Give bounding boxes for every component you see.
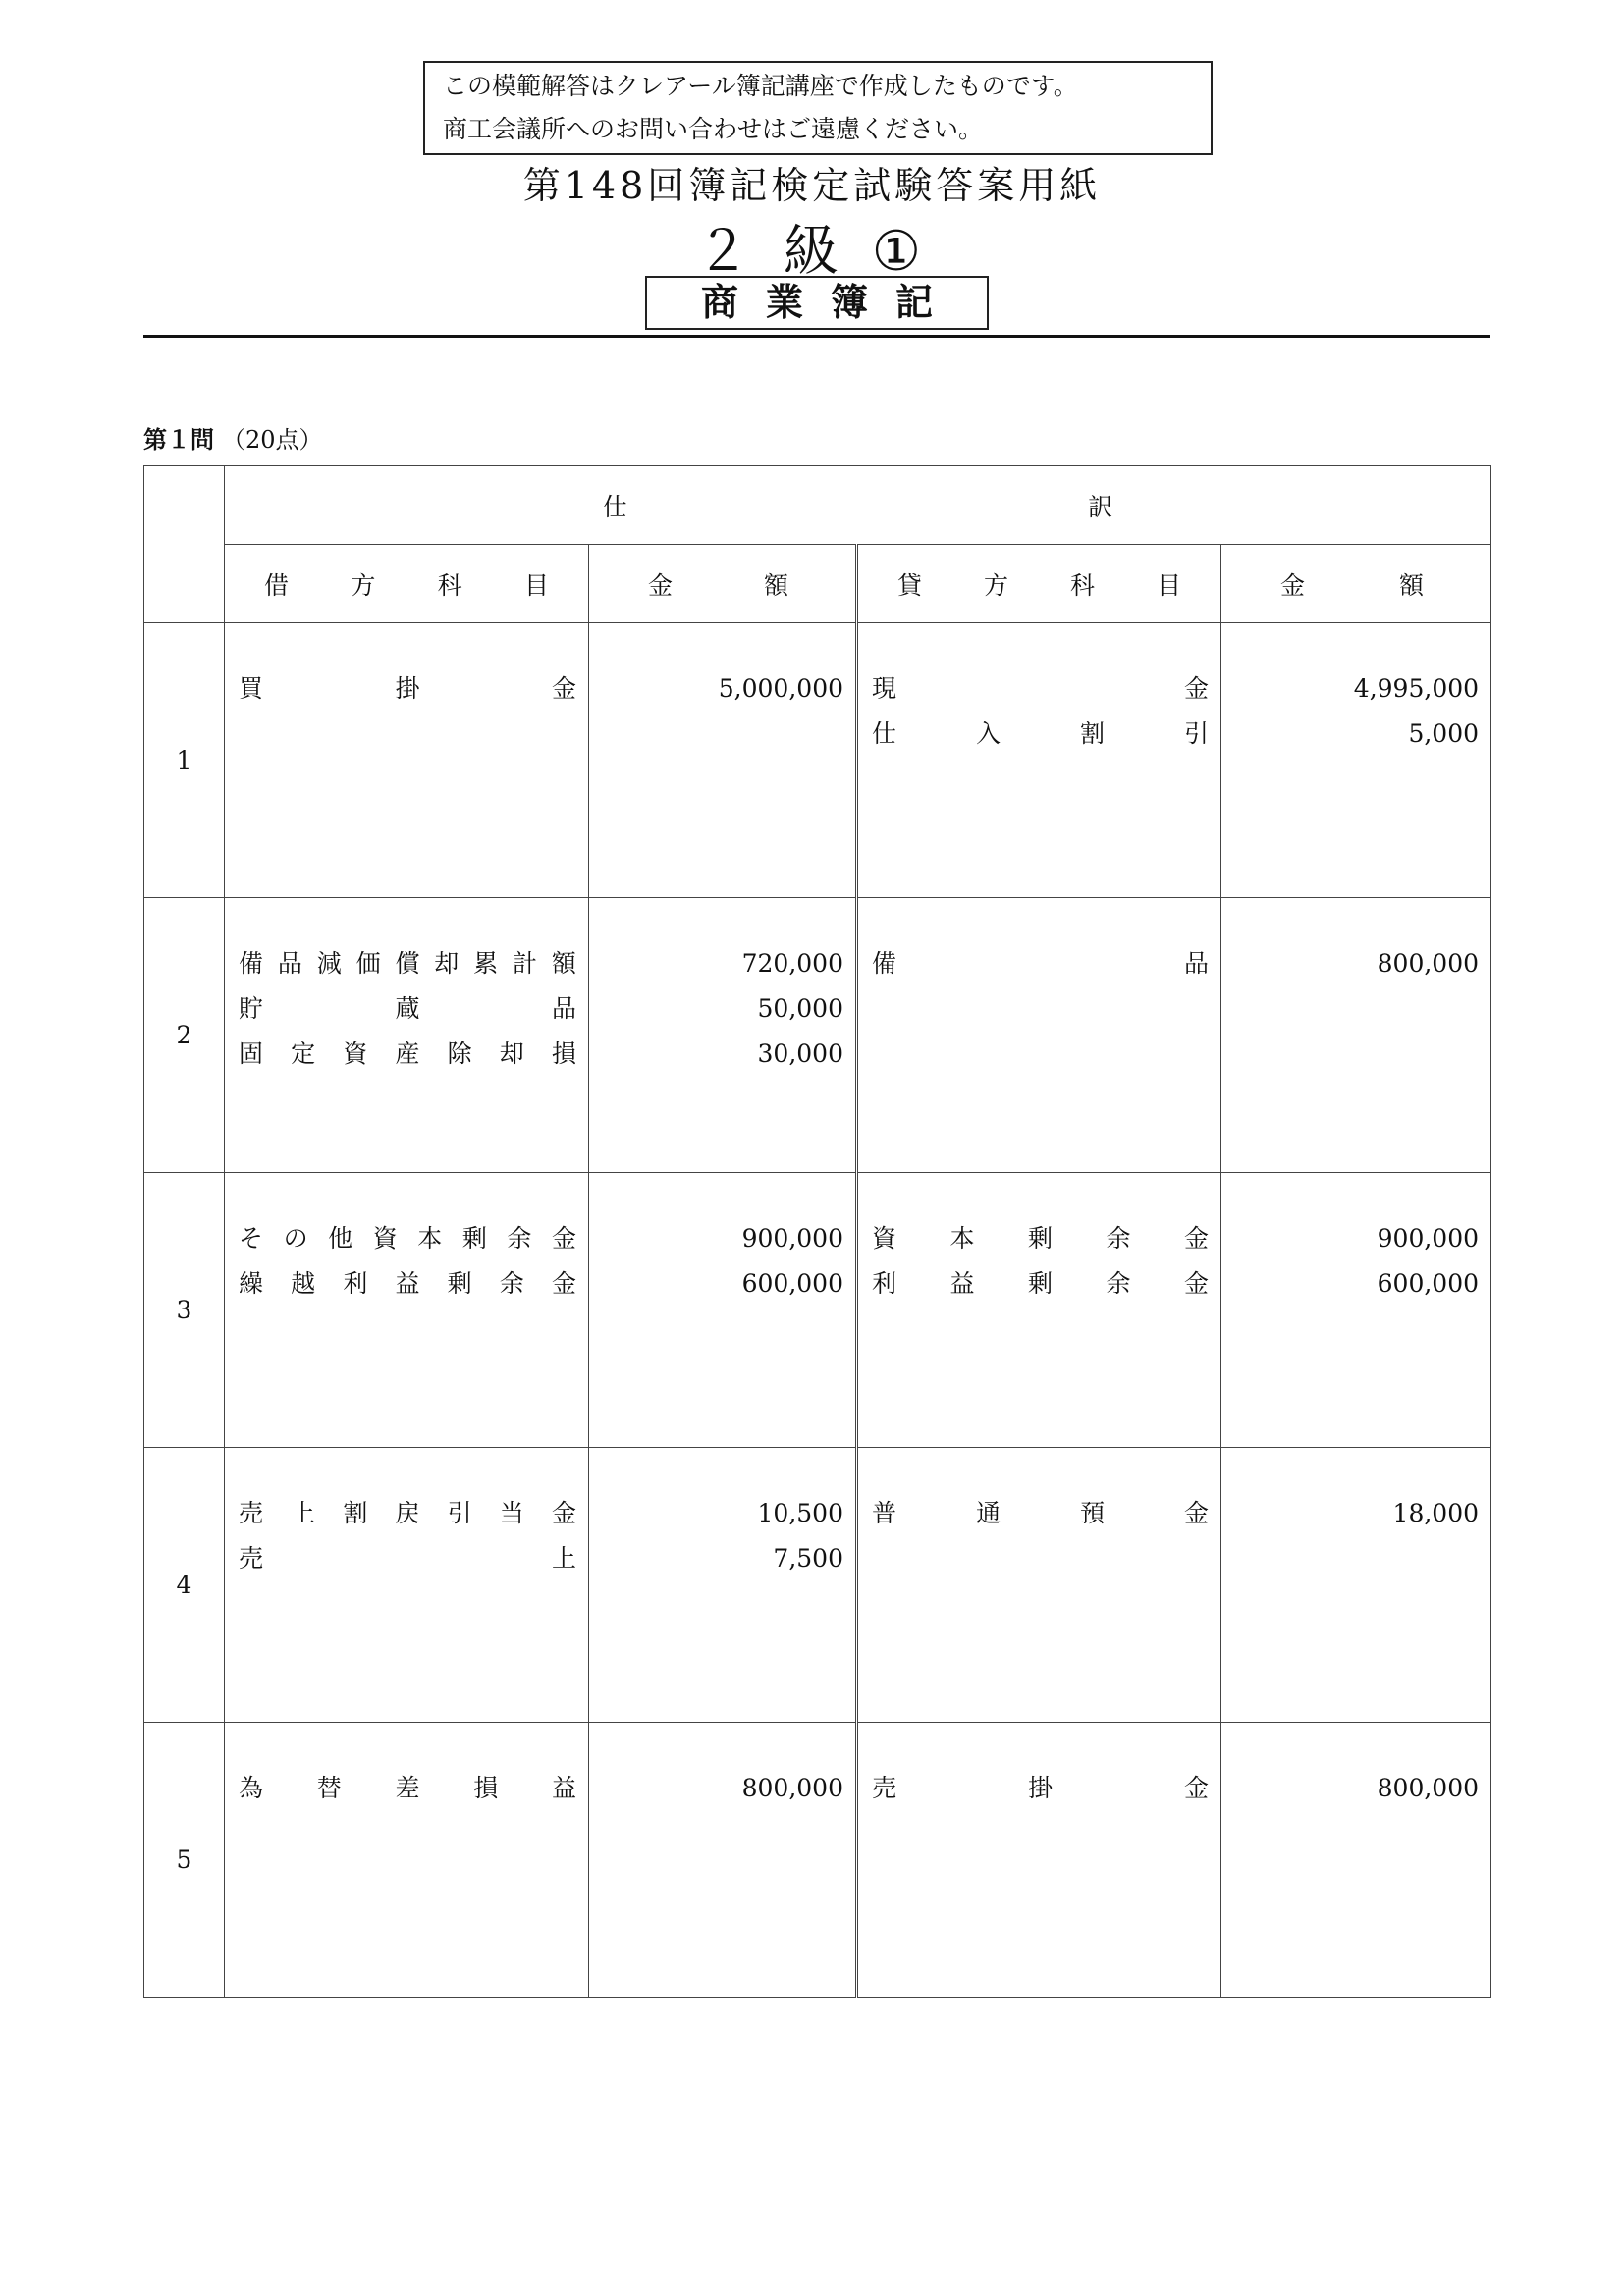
- credit-amount-cell: [1221, 623, 1491, 898]
- debit-account-cell-line: 売 上: [239, 1544, 576, 1573]
- credit-amount-cell-line: 600,000: [1377, 1269, 1480, 1298]
- debit-account-cell-line: 売 上 割 戻 引 当 金: [239, 1499, 576, 1527]
- credit-amount-cell-line: 800,000: [1377, 949, 1480, 978]
- journal-row: [144, 898, 1491, 1173]
- disclaimer-line-2: 商工会議所へのお問い合わせはご遠慮ください。: [443, 115, 984, 143]
- debit-amount-cell-line: 50,000: [757, 994, 843, 1023]
- journal-answer-table: [143, 465, 1491, 1998]
- grade-part: ①: [871, 220, 929, 284]
- credit-amount-cell-line: 4,995,000: [1353, 674, 1480, 703]
- row-number: 5: [144, 1723, 225, 1998]
- debit-account-cell-line: 繰 越 利 益 剰 余 金: [239, 1269, 576, 1298]
- disclaimer-line-1: この模範解答はクレアール簿記講座で作成したものです。: [443, 72, 1078, 100]
- debit-amount-cell: [589, 1723, 857, 1998]
- credit-account-cell-line: 備 品: [872, 949, 1209, 978]
- debit-amount-cell-line: 800,000: [741, 1774, 843, 1802]
- exam-title: 第148回簿記検定試験答案用紙: [522, 164, 1102, 207]
- debit-account-cell: [225, 1723, 589, 1998]
- debit-amount-cell: [589, 1448, 857, 1723]
- debit-account-cell: [225, 1173, 589, 1448]
- grade-heading: [0, 208, 1624, 287]
- debit-amount-cell: [589, 898, 857, 1173]
- journal-rows: [144, 623, 1491, 1998]
- debit-amount-cell-line: 720,000: [741, 949, 843, 978]
- debit-account-cell: [225, 898, 589, 1173]
- credit-account-cell: [857, 1448, 1221, 1723]
- credit-amount-header-text: 金 額: [1280, 570, 1425, 600]
- credit-amount-header: [1221, 545, 1491, 623]
- credit-amount-cell-line: 900,000: [1377, 1224, 1480, 1253]
- number-header: [144, 466, 225, 623]
- credit-account-cell-line: 普 通 預 金: [872, 1499, 1209, 1527]
- debit-amount-header: [589, 545, 857, 623]
- debit-amount-cell-line: 7,500: [773, 1544, 843, 1573]
- credit-account-cell-line: 利 益 剰 余 金: [872, 1269, 1209, 1298]
- credit-account-cell-line: 仕 入 割 引: [872, 720, 1209, 748]
- journal-row: [144, 1173, 1491, 1448]
- credit-amount-cell-line: 5,000: [1408, 720, 1480, 748]
- question-label: 第１問: [143, 426, 214, 454]
- debit-amount-cell-line: 30,000: [757, 1040, 843, 1068]
- row-number: 3: [144, 1173, 225, 1448]
- debit-account-cell: [225, 1448, 589, 1723]
- journal-row: [144, 623, 1491, 898]
- journal-row: [144, 1723, 1491, 1998]
- debit-amount-cell-line: 10,500: [757, 1499, 843, 1527]
- credit-amount-cell: [1221, 1723, 1491, 1998]
- credit-amount-cell: [1221, 1448, 1491, 1723]
- credit-account-cell-line: 現 金: [872, 674, 1209, 703]
- credit-account-cell: [857, 1173, 1221, 1448]
- row-number: 4: [144, 1448, 225, 1723]
- shiwake-header: [225, 466, 1491, 545]
- debit-account-header: [225, 545, 589, 623]
- debit-account-cell-line: 貯 蔵 品: [239, 994, 576, 1023]
- credit-account-cell: [857, 623, 1221, 898]
- debit-amount-cell-line: 900,000: [741, 1224, 843, 1253]
- credit-amount-cell: [1221, 898, 1491, 1173]
- credit-amount-cell-line: 18,000: [1392, 1499, 1480, 1527]
- debit-account-cell-line: 為 替 差 損 益: [239, 1774, 576, 1802]
- grade-kyu: 級: [783, 220, 846, 284]
- shiwake-char-2: 訳: [1088, 492, 1113, 521]
- credit-account-cell-line: 資 本 剰 余 金: [872, 1224, 1209, 1253]
- credit-amount-cell-line: 800,000: [1377, 1774, 1480, 1802]
- debit-amount-cell: [589, 1173, 857, 1448]
- debit-account-cell-line: 備 品 減 価 償 却 累 計 額: [239, 949, 576, 978]
- journal-row: [144, 1448, 1491, 1723]
- debit-amount-cell: [589, 623, 857, 898]
- credit-account-header-text: 貸 方 科 目: [897, 570, 1181, 600]
- row-number: 2: [144, 898, 225, 1173]
- credit-account-header: [857, 545, 1221, 623]
- debit-account-cell: [225, 623, 589, 898]
- shiwake-char-1: 仕: [602, 492, 627, 521]
- disclaimer-box: [423, 61, 1213, 155]
- debit-account-cell-line: そ の 他 資 本 剰 余 金: [239, 1224, 576, 1253]
- grade-level: ２: [695, 220, 759, 284]
- row-number: 1: [144, 623, 225, 898]
- credit-account-cell: [857, 898, 1221, 1173]
- debit-amount-header-text: 金 額: [648, 570, 788, 600]
- credit-account-cell-line: 売 掛 金: [872, 1774, 1209, 1802]
- debit-account-cell-line: 固 定 資 産 除 却 損: [239, 1040, 576, 1068]
- debit-amount-cell-line: 600,000: [741, 1269, 843, 1298]
- debit-amount-cell-line: 5,000,000: [718, 674, 843, 703]
- question-points: （20点）: [222, 426, 323, 454]
- question-heading: [143, 420, 323, 454]
- subject-box: 商業簿記: [645, 276, 989, 330]
- debit-account-header-text: 借 方 科 目: [264, 570, 549, 600]
- credit-amount-cell: [1221, 1173, 1491, 1448]
- debit-account-cell-line: 買 掛 金: [239, 674, 576, 703]
- credit-account-cell: [857, 1723, 1221, 1998]
- header-divider: [143, 335, 1490, 338]
